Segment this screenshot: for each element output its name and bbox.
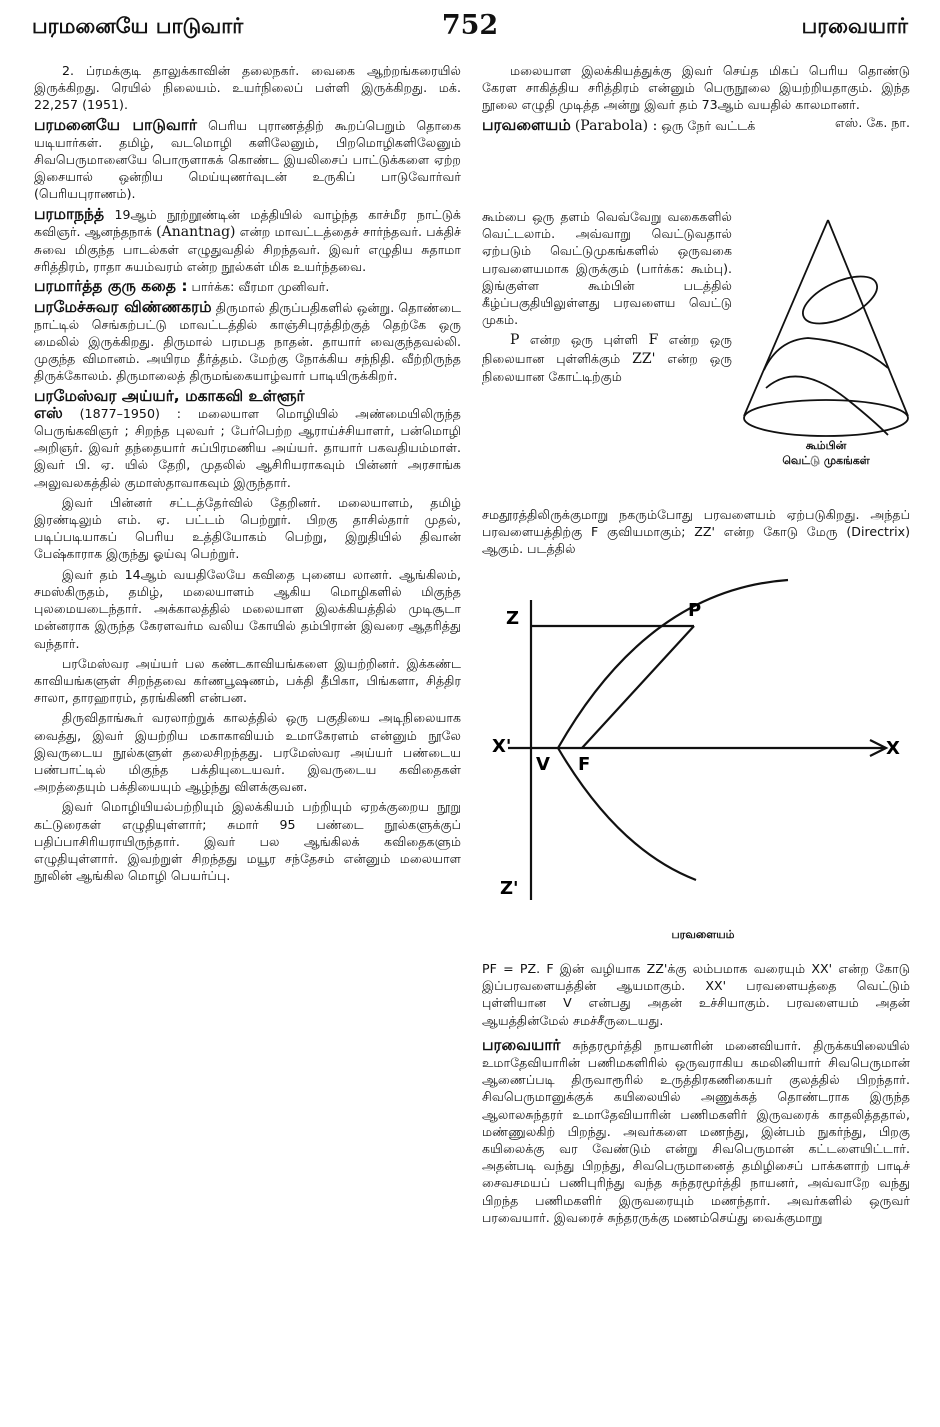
- entry-paramanaiye: [34, 117, 461, 203]
- entry-paragraph: கூம்பை ஒரு தளம் வெவ்வேறு வகைகளில் வெட்டலாம். அவ்வாறு வெட்டுவதால் ஏற்படும் வெட்டுமுகங்களில் ஒருவகை பரவளையமாக இருக்கும் (பார்க்க: கூம்பு). இங்குள்ள கூம்பின் படத்தில் கீழ்ப்பகுதியிலுள்ளது பரவளைய வெட்டு முகம்.: [482, 209, 732, 328]
- latin-term: P: [510, 332, 520, 349]
- cone-figure: [738, 210, 914, 470]
- page-number: 752: [441, 10, 499, 41]
- latin-term: (Anantnag): [156, 223, 236, 240]
- right-column-mid2: [482, 506, 910, 561]
- entry-paragraph: PF = PZ. F இன் வழியாக ZZ'க்கு லம்பமாக வரையும் XX' என்ற கோடு இப்பரவளையத்தின் ஆயமாகும். XX' பரவளையத்தை வெட்டும் புள்ளியான V என்பது அதன் உச்சியாகும். பரவளையம் அதன் ஆயத்தின்மேல் சமச்சீருடையது.: [482, 961, 910, 1028]
- entry-paragraph: இவர் மொழியியல்பற்றியும் இலக்கியம் பற்றியும் ஏறக்குறைய நூறு கட்டுரைகள் எழுதியுள்ளார்; சுமார் 95 பண்டை நூல்களுக்குப் பதிப்பாசிரியராயிருந்தார். இவர் பல ஆங்கிலக் கவிதைகளும் எழுதியுள்ளார். இவற்றுள் சிறந்தது மயூர சந்தேசம் என்னும் மலையாள நூலின் ஆங்கில மொழி பெயர்ப்பு.: [34, 799, 461, 884]
- label-z-prime: Z': [500, 878, 519, 899]
- label-p: P: [688, 600, 702, 621]
- right-column-top: [482, 62, 910, 138]
- entry-text: மலையாள இலக்கியத்துக்கு இவர் செய்த மிகப் பெரிய தொண்டு கேரள சாகித்திய சரித்திரம் என்னும் பெருநூலை இயற்றியதாகும். இந்த நூலை எழுதி முடித்த அன்று இவர் தம் 73ஆம் வயதில் காலமானர்.: [482, 63, 910, 113]
- entry-paramakudi-text: 2. ப்ரமக்குடி தாலுக்காவின் தலைநகர். வைகை ஆற்றங்கரையில் இருக்கிறது. ரெயில் நிலையம். உயர்நிலைப் பள்ளி இருக்கிறது. மக். 22,257 (1951).: [34, 63, 461, 113]
- parabola-caption: பரவளையம்: [671, 928, 735, 941]
- cone-svg: [738, 210, 914, 440]
- left-column: [34, 62, 461, 887]
- entry-paragraph: சமதூரத்திலிருக்குமாறு நகரும்போது பரவளையம் ஏற்படுகிறது. அந்தப் பரவளையத்திற்கு F குவியமாகும்; ZZ' என்ற கோடு மேரு (Directrix) ஆகும். படத்தில்: [482, 507, 910, 557]
- headword: பரமனையே பாடுவார்: [34, 115, 198, 134]
- entry-paragraph: [482, 331, 732, 385]
- latin-term: (Parabola) :: [574, 117, 658, 134]
- entry-paragraph: பரமேஸ்வர அய்யர் பல கண்டகாவியங்களை இயற்றினர். இக்கண்ட காவியங்களுள் சிறந்தவை கர்ணபூஷணம், பக்தி தீபிகா, பிங்களா, சித்திர சாலா, தாரஹாரம், தரங்கிணி என்பன.: [34, 655, 461, 706]
- running-head-left: பரமனையே பாடுவார்: [32, 14, 244, 38]
- headword: பரமார்த்த குரு கதை :: [34, 277, 188, 296]
- entry-paramechuvara: [34, 299, 461, 385]
- right-column-mid: [482, 208, 732, 388]
- entry-paramanand: [34, 206, 461, 276]
- entry-text: என்ற ஒரு நிலையான புள்ளிக்கும்: [482, 332, 732, 366]
- headword: பரவளையம்: [482, 115, 571, 134]
- label-x-prime: X': [492, 736, 512, 757]
- running-head-right: பரவையார்: [801, 14, 908, 38]
- label-z: Z: [506, 608, 520, 629]
- entry-text: (1877–1950) : மலையாள மொழியில் அண்மையிலிருந்த பெருங்கவிஞர் ; சிறந்த புலவர் ; பேர்பெற்ற ஆராய்ச்சியாளர், பன்மொழி அறிஞர். இவர் தந்தையார் சுப்பிரமணிய அய்யர். தாயார் பகவதியம்மாள். இவர் பி. ஏ. யில் தேறி, முதலில் ஆசிரியராகவும் பின்னர் அரசாங்க அலுவலகத்தில் குமாஸ்தாவாகவும் இருந்தார்.: [34, 405, 461, 490]
- headword: பரமேச்சுவர விண்ணகரம்: [34, 297, 212, 316]
- entry-parameswara: [34, 388, 461, 491]
- cone-caption: [738, 438, 914, 468]
- label-x: X: [886, 738, 900, 759]
- entry-paragraph: இவர் தம் 14ஆம் வயதிலேயே கவிதை புனைய லானர். ஆங்கிலம், சமஸ்கிருதம், தமிழ், மலையாளம் ஆகிய மொழிகளில் மிகுந்த புலமையடைந்தார். அக்காலத்தில் மலையாள இலக்கியத்தில் முடிசூடா மன்னராக இருந்த கேரளவர்ம வலிய கோயில் தம்பிரான் இவரை ஆதரித்து வந்தார்.: [34, 566, 461, 651]
- entry-text: 19ஆம் நூற்றூண்டின் மத்தியில் வாழ்ந்த காச்மீர நாட்டுக் கவிஞர். ஆனந்தநாக்: [34, 206, 461, 239]
- entry-text: பெரிய புராணத்திற் கூறப்பெறும் தொகை யடியார்கள். தமிழ், வடமொழி களிலேனும், பிறமொழிகளிலேனும் சிவபெருமானையே பொருளாகக் கொண்ட இயலிசைப் பாட்டுக்களை ஏற்ற இசையால் ஒன்றிய மெய்யுணர்வுடன் உருகிப் பாடுவோர்வர் (பெரியபுராணம்).: [34, 117, 462, 202]
- caption-line: வெட்டு முகங்கள்: [782, 454, 870, 467]
- label-v: V: [536, 754, 550, 775]
- headword-cont: எஸ்: [34, 403, 63, 422]
- latin-term: ZZ': [632, 350, 656, 367]
- entry-text: பார்க்க: வீரமா முனிவர்.: [187, 279, 330, 295]
- entry-text: சுந்தரமூர்த்தி நாயனரின் மனைவியார். திருக்கயிலையில் உமாதேவியாரின் பணிமகளிரில் ஒருவராகிய கமலினியார் சிவபெருமான் ஆணைப்படி திருவாரூரில் உருத்திரகணிகையர் குலத்தில் பிறந்தார். சிவபெருமானுக்குக் கயிலையில் அணுக்கத் தொண்டராக இருந்த ஆலாலசுந்தரர் உமாதேவியாரின் பணிமகளிர் இருவரைக் காதலித்ததால், மண்ணுலகிற் பிறந்து. அவர்களை மணந்து, இன்பம் நுகர்ந்து, பிறகு கயிலைக்கு வர வேண்டும் என்று சிவபெருமான் கட்டளையிட்டார். அதன்படி வந்து பிறந்து, சிவபெருமானைத் தமிழிசைப் பாக்களாற் பாடிச் சைவசமயப் பணிபுரிந்து வந்த சுந்தரமூர்த்தி நாயனர், அவ்வாறே வந்து பிறந்த பணிமகளிர் இருவரையும் மணந்தார். அவர்களில் ஒருவர் பரவையார். இவரைச் சுந்தரருக்கு மணம்செய்து வைக்குமாறு: [482, 1037, 910, 1225]
- parabola-figure: [492, 580, 908, 920]
- latin-term: F: [648, 332, 659, 349]
- entry-text: ஒரு நேர் வட்டக்: [657, 117, 756, 133]
- entry-text: என்ற மாவட்டத்தைச் சார்ந்தவர். பக்திச் சுவை மிகுந்த பாடல்கள் எழுதுவதில் சிறந்தவர். இவர் எழுதிய சுதாமா சரித்திரம், ராதா சுயம்வரம் என்ற நூல்கள் மிக உயர்ந்தவை.: [34, 223, 461, 275]
- label-f: F: [578, 754, 591, 775]
- headword: பரமாநந்த்: [34, 204, 105, 223]
- right-column-bottom: [482, 960, 910, 1229]
- page-header: [32, 10, 908, 48]
- headword: பரமேஸ்வர அய்யர், மகாகவி உள்ளூர்: [34, 386, 305, 405]
- entry-paramartha: [34, 278, 461, 295]
- entry-paravaiyar: [482, 1037, 910, 1226]
- entry-paragraph: இவர் பின்னர் சட்டத்தேர்வில் தேறினர். மலையாளம், தமிழ் இரண்டிலும் எம். ஏ. பட்டம் பெற்றூர். பிறகு தாசில்தார் முதல், படிப்படியாகப் பெரிய உத்தியோகம் பெற்று, இறுதியில் திவான் பேஷ்காராக இருந்து ஓய்வு பெற்றுர்.: [34, 494, 461, 562]
- author-initials: எஸ். கே. நா.: [834, 114, 910, 130]
- parabola-svg: [492, 580, 908, 920]
- entry-text: என்ற ஒரு புள்ளி: [519, 332, 649, 348]
- entry-text: திருமால் திருப்பதிகளில் ஒன்று. தொண்டை நாட்டில் செங்கற்பட்டு மாவட்டத்தில் காஞ்சிபுரத்திற்குத் தெற்கே ஒரு மைலில் இருக்கிறது. திருமால் பரமபத நாதன். தாயார் வைகுந்தவல்லி. முகுந்த விமானம். அயிரம தீர்த்தம். மேற்கு நோக்கிய சந்நிதி. வீற்றிருந்த திருக்கோலம். திருமாலைத் திருமங்கையாழ்வார் பாடியிருக்கிறர்.: [34, 299, 461, 384]
- entry-text: என்ற ஒரு நிலையான கோட்டிற்கும்: [482, 350, 732, 384]
- headword: பரவையார்: [482, 1035, 561, 1054]
- caption-line: கூம்பின்: [805, 439, 847, 452]
- entry-paragraph: திருவிதாங்கூர் வரலாற்றுக் காலத்தில் ஒரு பகுதியை அடிநிலையாக வைத்து, இவர் இயற்றிய மகாகாவியம் உமாகேரளம் என்னும் நூலே இவருடைய நூல்களுள் தலைசிறந்தது. பரமேஸ்வர அய்யர் பண்டைய பண்பாட்டில் மிகுந்த பக்தியுடையவர். இவருடைய கவிதைகள் அறத்தையும் பக்தியையும் ஆழ்ந்து விளக்குவன.: [34, 710, 461, 795]
